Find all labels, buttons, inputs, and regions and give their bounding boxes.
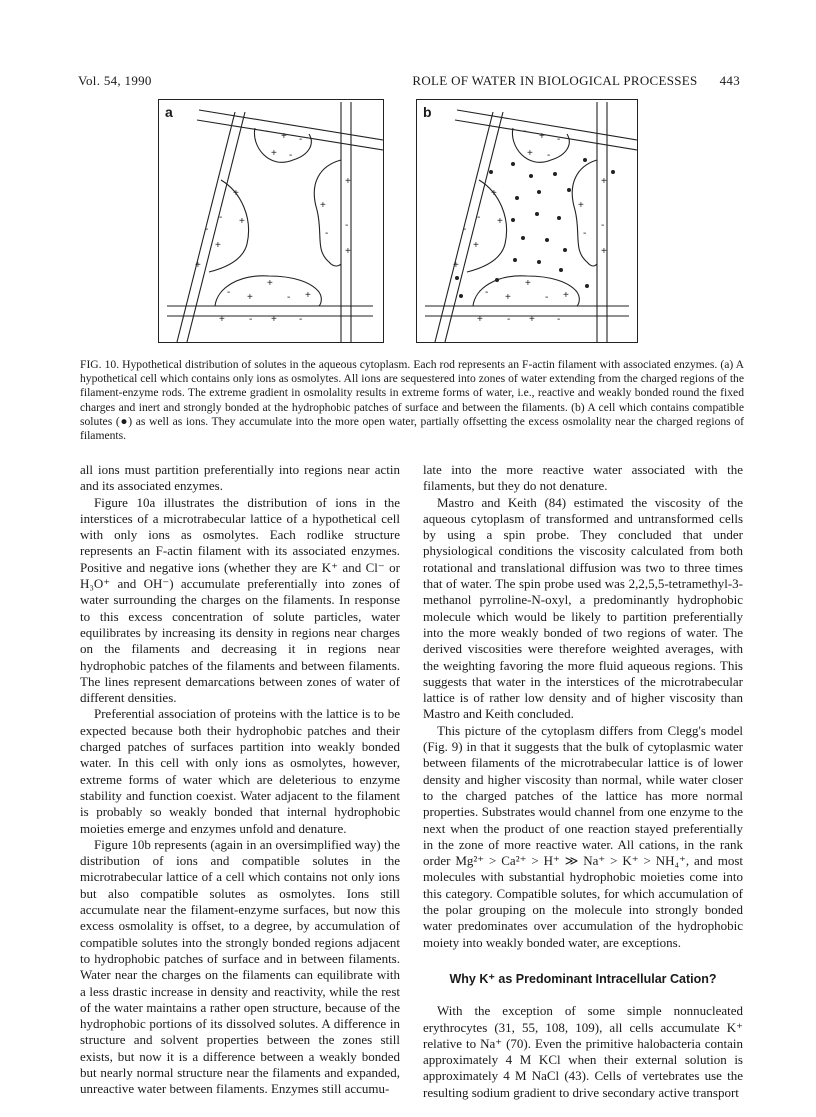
figure-caption: FIG. 10. Hypothetical distribution of solutes in the aqueous cytoplasm. Each rod represents an F-actin filament with associated enzymes. (a) A hypothetical cell which contains only ions as osmolytes. All ions are sequestered into zones of water extending from the charged regions of the filament-enzyme rods. The extreme gradient in osmolality results in extreme forms of water, i.e., reactive and weakly bonded round the fixed charges and inert and strongly bonded at the hydrophobic patches of surface and between the filaments. (b) A cell which contains compatible solutes (●) as well as ions. They accumulate into the more open water, partially offsetting the excess osmolality near the charged regions of filaments. xyxy=(80,358,744,443)
svg-text:+: + xyxy=(477,314,483,325)
panel-a-label: a xyxy=(165,104,173,120)
svg-text:-: - xyxy=(205,224,209,235)
svg-text:+: + xyxy=(345,176,351,187)
svg-text:+: + xyxy=(320,200,326,211)
svg-text:-: - xyxy=(523,126,527,137)
right-paragraph-2: Mastro and Keith (84) estimated the viscosity of the aqueous cytoplasm of transformed and untransformed cells by using a spin probe. They concluded that under physiological conditions the viscosity calculated from both rotational and translational diffusion was two to three times that of water. The spin probe used was 2,2,5,5-tetramethyl-3-methanol pyrroline-N-oxyl, a predominantly hydrophobic molecule which would be likely to partition preferentially into the more weakly bonded of two regions of water. The derived viscosities were therefore weighted averages, with the weighting favoring the more fluid aqueous regions. This suggests that water in the interstices of the microtrabecular lattice is of rather low density and of higher viscosity than Mastro and Keith concluded. xyxy=(423,494,743,722)
left-paragraph-4: Figure 10b represents (again in an oversimplified way) the distribution of ions and compatible solutes in the microtrabecular lattice of a cell which contains not only ions but also compatible solutes as osmolytes. Ions still accumulate near the filament-enzyme surfaces, but now this excess osmolality is offset, to a degree, by accumulation of compatible solutes into the strongly bonded regions adjacent to hydrophobic patches of surface and in between filaments. Water near the charges on the filaments can equilibrate with a less drastic increase in density and reactivity, while the rest of the water maintains a rather open structure, because of the hydrophobic portions of its dissolved solutes. A difference in structure and solvent properties between the zones still exists, but now it is a difference between a weakly bonded but nearly normal structure near the filaments and expanded, unreactive water between filaments. Enzymes still accumu- xyxy=(80,836,400,1097)
svg-text:-: - xyxy=(219,212,223,223)
svg-text:+: + xyxy=(281,131,287,142)
page-number: 443 xyxy=(719,73,740,88)
svg-text:-: - xyxy=(557,134,561,145)
panel-a-diagram xyxy=(159,100,383,342)
svg-text:+: + xyxy=(601,246,607,257)
figure-panel-b xyxy=(416,99,638,343)
svg-text:-: - xyxy=(287,292,291,303)
right-paragraph-1: late into the more reactive water associated with the filaments, but they do not denature. xyxy=(423,462,743,494)
svg-text:-: - xyxy=(265,126,269,137)
svg-text:-: - xyxy=(583,228,587,239)
running-header xyxy=(412,73,740,89)
svg-text:-: - xyxy=(463,224,467,235)
svg-text:-: - xyxy=(507,314,511,325)
right-column xyxy=(423,462,743,1101)
filament-rod xyxy=(187,112,245,342)
running-title: ROLE OF WATER IN BIOLOGICAL PROCESSES xyxy=(412,73,698,88)
right-paragraph-4: With the exception of some simple nonnucleated erythrocytes (31, 55, 108, 109), all cells accumulate K⁺ relative to Na⁺ (70). Even the primitive halobacteria contain approximately 4 M KCl when their external solution is approximately 4 M NaCl (43). Cells of vertebrates use the resulting sodium gradient to drive secondary active transport xyxy=(423,1003,743,1100)
svg-text:-: - xyxy=(345,220,349,231)
svg-text:+: + xyxy=(219,314,225,325)
svg-text:+: + xyxy=(271,314,277,325)
svg-text:+: + xyxy=(525,278,531,289)
svg-text:+: + xyxy=(453,260,459,271)
left-paragraph-1: all ions must partition preferentially into regions near actin and its associated enzymes. xyxy=(80,462,400,494)
svg-text:+: + xyxy=(215,240,221,251)
left-column xyxy=(80,462,400,1098)
svg-text:-: - xyxy=(227,287,231,298)
svg-text:+: + xyxy=(473,240,479,251)
figure-panel-a xyxy=(158,99,384,343)
right-paragraph-3: This picture of the cytoplasm differs from Clegg's model (Fig. 9) in that it suggests that the bulk of cytoplasmic water between filaments of the microtrabecular lattice is of lower density and higher viscosity than normal, while water closer to the charged patches of the lattice has more normal properties. Substrates would channel from one enzyme to the next when the product of one reaction stayed preferentially in the zone of more reactive water. All cations, in the rank order Mg²⁺ > Ca²⁺ > H⁺ ≫ Na⁺ > K⁺ > NH₄⁺, and most molecules with substantial hydrophobic moieties come into this category. Compatible solutes, for which accumulation of the polar grouping on the molecule into strongly bonded water predominates over accumulation of the hydrophobic moiety into weakly bonded water, are exceptions. xyxy=(423,722,743,950)
water-zone-boundary xyxy=(314,160,341,266)
svg-text:+: + xyxy=(239,216,245,227)
svg-text:-: - xyxy=(289,150,293,161)
svg-text:+: + xyxy=(505,292,511,303)
svg-text:+: + xyxy=(345,246,351,257)
svg-text:+: + xyxy=(529,314,535,325)
svg-text:+: + xyxy=(271,148,277,159)
svg-text:-: - xyxy=(477,212,481,223)
svg-text:+: + xyxy=(233,188,239,199)
water-zone-boundary xyxy=(572,160,597,266)
svg-text:+: + xyxy=(491,188,497,199)
panel-b-diagram xyxy=(417,100,637,342)
svg-text:+: + xyxy=(305,290,311,301)
compatible-solute-dots xyxy=(455,158,615,298)
svg-text:-: - xyxy=(547,150,551,161)
svg-text:+: + xyxy=(247,292,253,303)
svg-text:-: - xyxy=(545,292,549,303)
svg-text:-: - xyxy=(299,134,303,145)
panel-b-label: b xyxy=(423,104,432,120)
svg-text:+: + xyxy=(195,260,201,271)
svg-text:-: - xyxy=(249,314,253,325)
journal-volume-year: Vol. 54, 1990 xyxy=(78,73,152,88)
filament-rod xyxy=(445,112,503,342)
svg-text:-: - xyxy=(557,314,561,325)
svg-text:+: + xyxy=(539,131,545,142)
svg-text:-: - xyxy=(601,220,605,231)
svg-text:+: + xyxy=(267,278,273,289)
svg-text:-: - xyxy=(485,287,489,298)
left-paragraph-2: Figure 10a illustrates the distribution of ions in the interstices of a microtrabecular lattice of a hypothetical cell with only ions as osmolytes. Each rodlike structure represents an F-actin filament with its associated enzymes. Positive and negative ions (whether they are K⁺ and Cl⁻ or H₃O⁺ and OH⁻) accumulate preferentially into zones of water surrounding the charges on the filaments. In response to this excess concentration of solute particles, water equilibrates by increasing its density in regions near charges on the filaments and decreasing it in regions near hydrophobic patches of the filaments and between filaments. The lines represent demarcations between zones of water of different densities. xyxy=(80,494,400,706)
left-paragraph-3: Preferential association of proteins with the lattice is to be expected because both their hydrophobic patches and their charged patches of surfaces partition into weakly bonded water. In this cell with only ions as osmolytes, however, extreme forms of water which are deleterious to enzyme stability and function coexist. Water adjacent to the filament is probably so weakly bonded that internal hydrophobic moieties emerge and enzymes unfold and denature. xyxy=(80,706,400,836)
svg-text:-: - xyxy=(299,314,303,325)
svg-text:+: + xyxy=(578,200,584,211)
svg-text:+: + xyxy=(497,216,503,227)
svg-text:-: - xyxy=(325,228,329,239)
svg-text:+: + xyxy=(601,176,607,187)
svg-text:+: + xyxy=(527,148,533,159)
svg-text:+: + xyxy=(563,290,569,301)
section-heading: Why K⁺ as Predominant Intracellular Cation? xyxy=(449,971,717,986)
